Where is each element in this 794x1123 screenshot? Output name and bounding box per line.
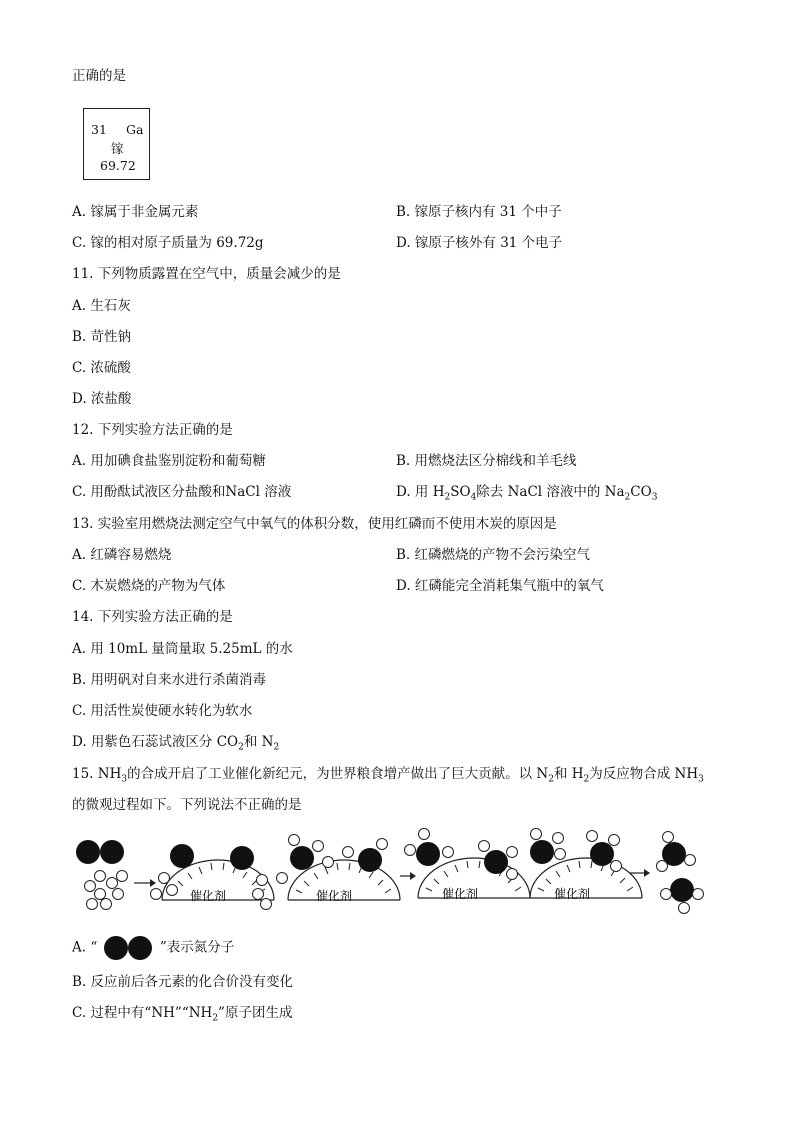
q13-stem: 13. 实验室用燃烧法测定空气中氧气的体积分数，使用红磷而不使用木炭的原因是 <box>72 516 557 532</box>
reactant-n2 <box>76 840 124 864</box>
q15-option-c <box>72 1004 292 1022</box>
subscript: 2 <box>238 742 244 753</box>
reactant-h2 <box>85 871 128 910</box>
q14-stem: 14. 下列实验方法正确的是 <box>72 609 233 625</box>
q15-a-part: ”表示氮分子 <box>159 939 235 956</box>
q15-stem-line2: 的微观过程如下。下列说法不正确的是 <box>72 797 302 813</box>
q10-option-a: A. 镓属于非金属元素 <box>72 204 199 220</box>
q12-stem: 12. 下列实验方法正确的是 <box>72 422 233 438</box>
q14-d-part: D. 用紫色石蕊试液区分 CO <box>72 734 239 750</box>
q13-option-d: D. 红磷能完全消耗集气瓶中的氧气 <box>396 578 604 594</box>
q12-option-a: A. 用加碘食盐鉴别淀粉和葡萄糖 <box>72 453 266 469</box>
q11-option-a: A. 生石灰 <box>72 298 131 314</box>
catalyst-label: 催化剂 <box>554 887 591 901</box>
product-nh3-2 <box>661 878 704 914</box>
element-symbol: Ga <box>126 122 144 137</box>
reaction-diagram <box>70 828 720 920</box>
arrow-1 <box>134 879 156 887</box>
q12-option-b: B. 用燃烧法区分棉线和羊毛线 <box>396 453 577 469</box>
q15-c-part: ”原子团生成 <box>218 1005 293 1021</box>
catalyst-stage-2 <box>277 835 401 904</box>
q12-d-part: CO <box>630 484 652 500</box>
catalyst-label: 催化剂 <box>442 887 479 901</box>
q12-d-part: SO <box>450 484 471 500</box>
q11-option-b: B. 苛性钠 <box>72 329 132 345</box>
element-name: 镓 <box>111 141 124 156</box>
q12-d-part: 除去 NaCl 溶液中的 Na <box>476 484 625 500</box>
n2-molecule-icon <box>102 935 156 961</box>
q11-option-d: D. 浓盐酸 <box>72 391 132 407</box>
element-card <box>83 108 150 180</box>
subscript: 2 <box>624 492 631 503</box>
q15-stem-line1 <box>72 765 704 783</box>
q12-option-d <box>396 483 657 501</box>
subscript: 3 <box>698 774 704 785</box>
catalyst-stage-3 <box>405 829 531 902</box>
catalyst-label: 催化剂 <box>190 889 227 903</box>
q14-option-d <box>72 733 279 751</box>
q15-option-a <box>72 935 234 961</box>
catalyst-label: 催化剂 <box>316 889 353 903</box>
q13-option-c: C. 木炭燃烧的产物为气体 <box>72 578 226 594</box>
q15-part: 的合成开启了工业催化新纪元，为世界粮食增产做出了巨大贡献。以 N <box>127 766 549 782</box>
q12-option-c: C. 用酚酞试液区分盐酸和NaCl 溶液 <box>72 484 292 500</box>
q15-part: 15. NH <box>72 766 122 782</box>
q15-option-b: B. 反应前后各元素的化合价没有变化 <box>72 974 294 990</box>
q13-option-b: B. 红磷燃烧的产物不会污染空气 <box>396 547 591 563</box>
q10-option-d: D. 镓原子核外有 31 个电子 <box>396 235 563 251</box>
q13-option-a: A. 红磷容易燃烧 <box>72 547 172 563</box>
atomic-mass: 69.72 <box>100 158 136 173</box>
subscript: 2 <box>212 1013 219 1024</box>
atomic-number: 31 <box>91 122 107 137</box>
subscript: 2 <box>444 492 451 503</box>
subscript: 3 <box>651 492 658 503</box>
subscript: 2 <box>548 774 554 785</box>
q12-d-part: D. 用 H <box>396 484 445 500</box>
q11-stem: 11. 下列物质露置在空气中，质量会减少的是 <box>72 266 341 282</box>
q10-option-c: C. 镓的相对原子质量为 69.72g <box>72 235 264 251</box>
q15-c-part: C. 过程中有“NH”“NH <box>72 1005 213 1021</box>
subscript: 4 <box>470 492 477 503</box>
catalyst-stage-1 <box>151 844 275 910</box>
q14-d-part: 和 N <box>243 734 274 750</box>
q11-option-c: C. 浓硫酸 <box>72 360 131 376</box>
subscript: 2 <box>583 774 590 785</box>
catalyst-stage-4 <box>530 829 642 902</box>
product-nh3-1 <box>657 832 696 872</box>
q14-option-a: A. 用 10mL 量筒量取 5.25mL 的水 <box>72 641 293 657</box>
q10-option-b: B. 镓原子核内有 31 个中子 <box>396 204 562 220</box>
arrow-2 <box>400 872 416 880</box>
q14-option-b: B. 用明矾对自来水进行杀菌消毒 <box>72 672 267 688</box>
subscript: 2 <box>273 742 280 753</box>
q14-option-c: C. 用活性炭使硬水转化为软水 <box>72 703 253 719</box>
q15-a-part: A. “ <box>72 939 98 956</box>
q15-part: 为反应物合成 NH <box>589 766 699 782</box>
subscript: 3 <box>121 774 128 785</box>
q15-part: 和 H <box>553 766 584 782</box>
intro-text: 正确的是 <box>72 68 126 84</box>
